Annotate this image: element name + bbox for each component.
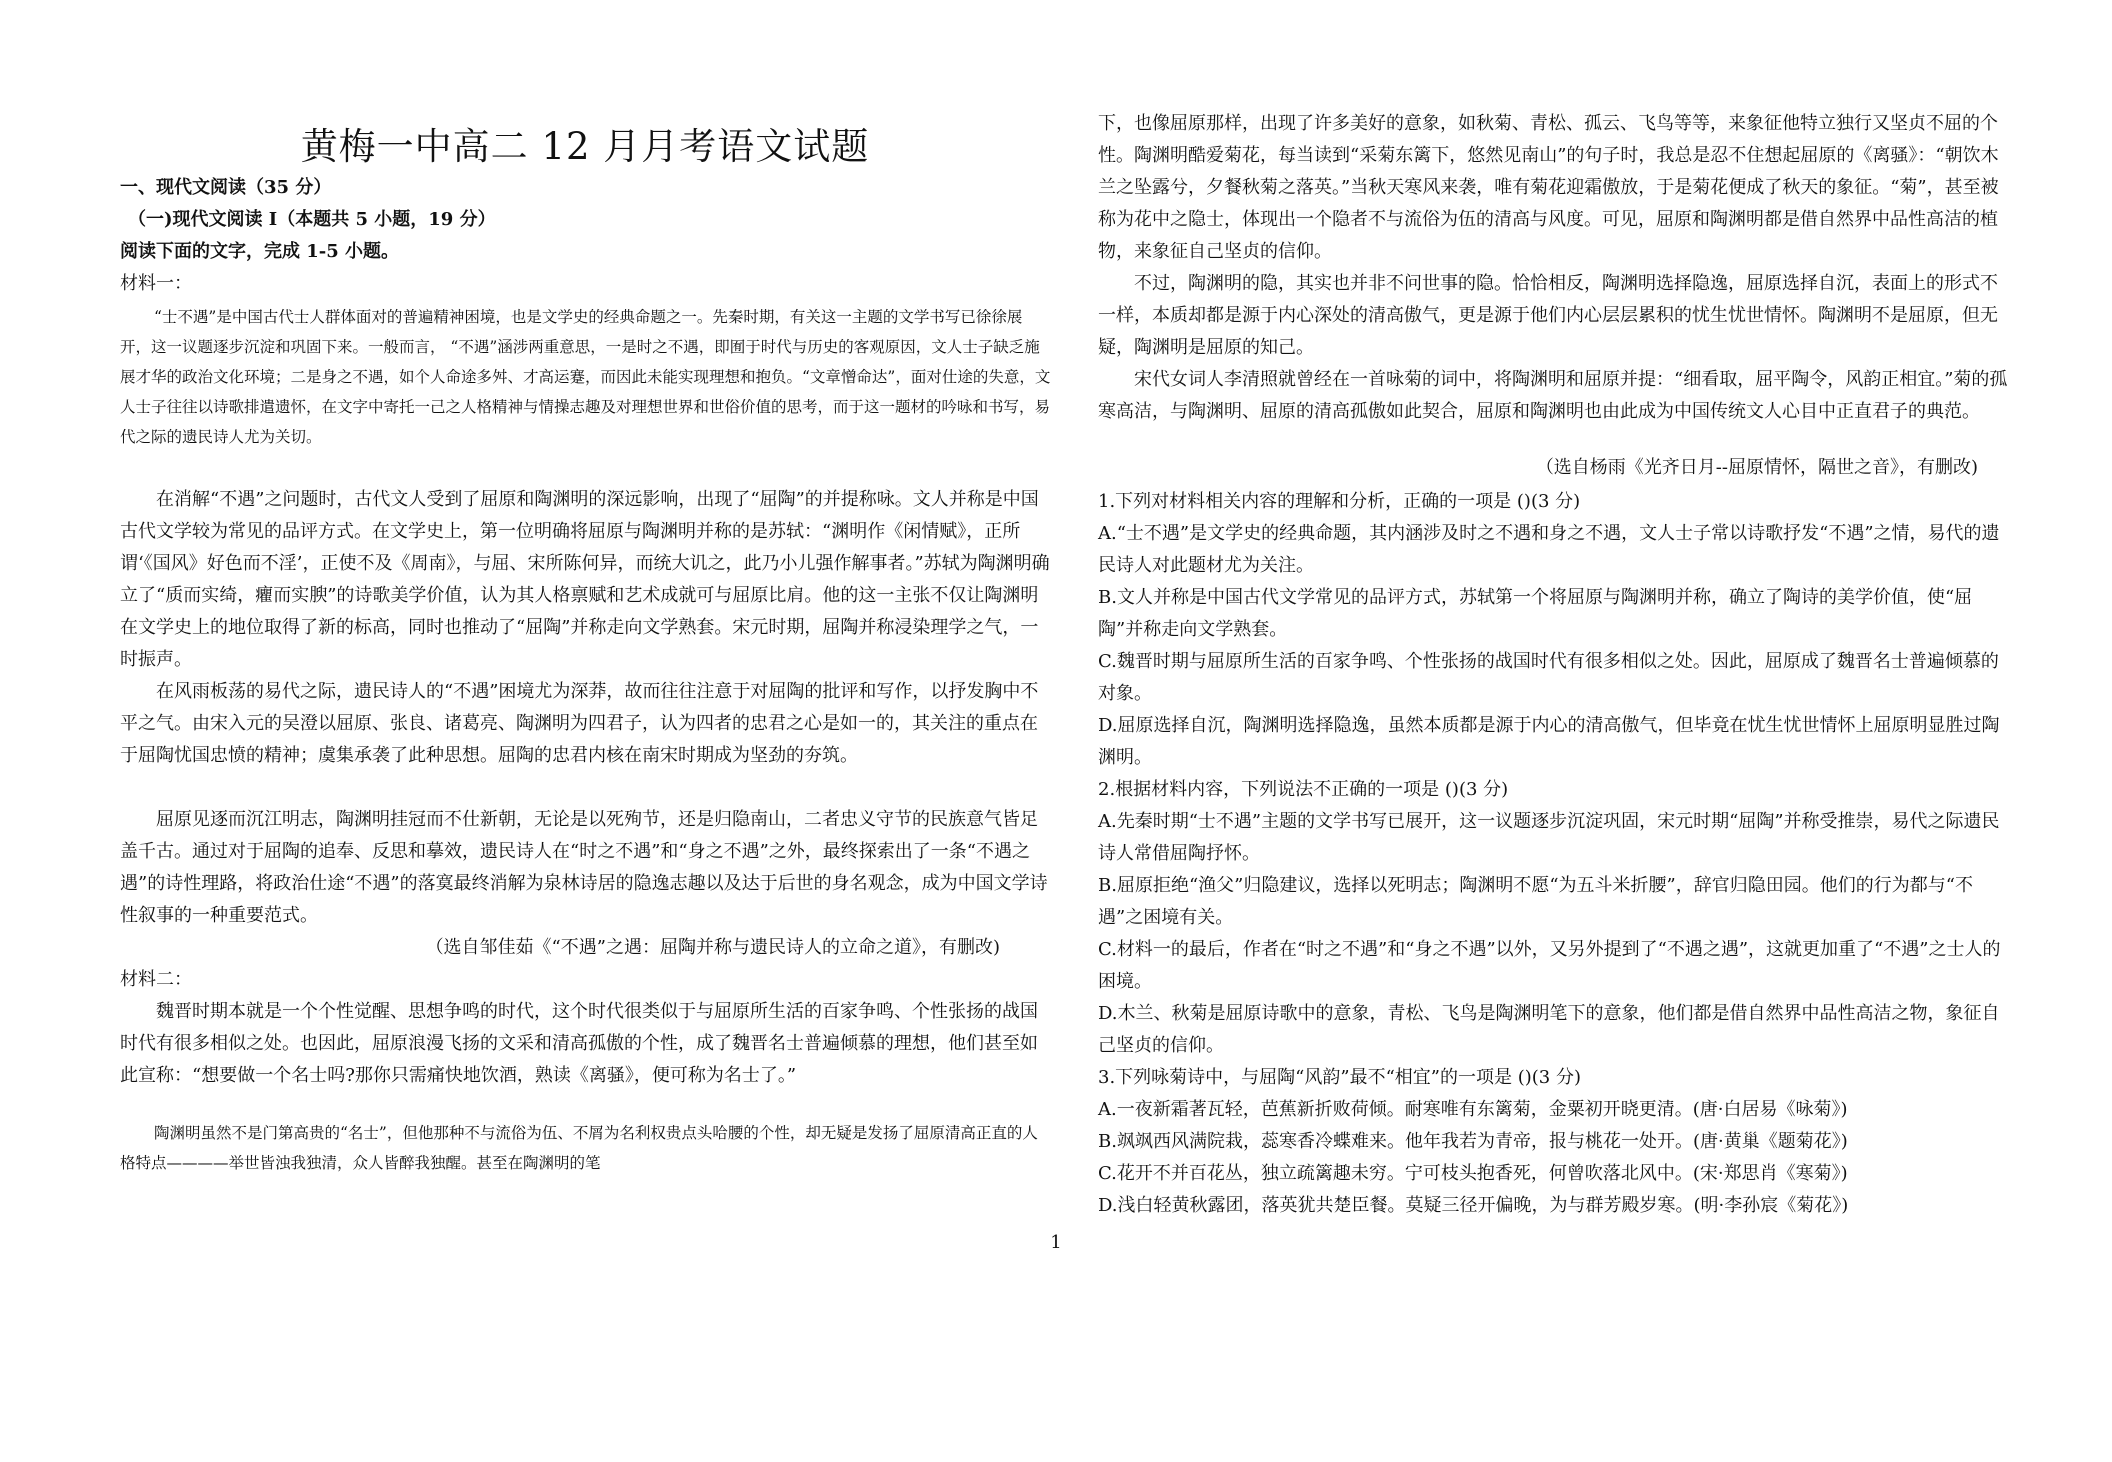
question-1-option-a: A.“士不遇”是文学史的经典命题，其内涵涉及时之不遇和身之不遇，文人士子常以诗歌抒发“不遇”之情，易代的遗民诗人对此题材尤为关注。 [1098,523,2000,576]
question-1-option-d: D.屈原选择自沉，陶渊明选择隐逸，虽然本质都是源于内心的清高傲气，但毕竟在忧生忧世情怀上屈原明显胜过陶渊明。 [1098,715,2000,768]
material-2-paragraph-3: 下，也像屈原那样，出现了许多美好的意象，如秋菊、青松、孤云、飞鸟等等，来象征他特立独行又坚贞不屈的个性。陶渊明酷爱菊花，每当读到“采菊东篱下，悠然见南山”的句子时，我总是忍不住想起屈原的《离骚》：“朝饮木兰之坠露兮，夕餐秋菊之落英。”当秋天寒风来袭，唯有菊花迎霜傲放，于是菊花便成了秋天的象征。“菊”，甚至被称为花中之隐士，体现出一个隐者不与流俗为伍的清高与风度。可见，屈原和陶渊明都是借自然界中品性高洁的植物，来象征自己坚贞的信仰。 [1098,113,1999,262]
material-2-label: 材料二： [120,969,192,990]
material-1-paragraph-2: 在消解“不遇”之问题时，古代文人受到了屈原和陶渊明的深远影响，出现了“屈陶”的并提称咏。文人并称是中国古代文学较为常见的品评方式。在文学史上，第一位明确将屈原与陶渊明并称的是苏轼：“渊明作《闲情赋》，正所谓‘《国风》好色而不淫’，正使不及《周南》，与屈、宋所陈何异，而统大讥之，此乃小儿强作解事者。”苏轼为陶渊明确立了“质而实绮，癯而实腴”的诗歌美学价值，认为其人格禀赋和艺术成就可与屈原比肩。他的这一主张不仅让陶渊明在文学史上的地位取得了新的标高，同时也推动了“屈陶”并称走向文学熟套。宋元时期，屈陶并称浸染理学之气，一时振声。 [120,489,1050,670]
material-1-paragraph-1: “士不遇”是中国古代士人群体面对的普遍精神困境，也是文学史的经典命题之一。先秦时期，有关这一主题的文学书写已徐徐展开，这一议题逐步沉淀和巩固下来。一般而言， “不遇”涵涉两重意思，一是时之不遇，即囿于时代与历史的客观原因，文人士子缺乏施展才华的政治文化环境；二是身之不遇，如个人命途多舛、才高运蹇，而因此未能实现理想和抱负。“文章憎命达”，面对仕途的失意，文人士子往往以诗歌排遣遗怀，在文字中寄托一己之人格精神与情操志趣及对理想世界和世俗价值的思考，而于这一题材的吟咏和书写，易代之际的遗民诗人尤为关切。 [120,308,1051,446]
subsection-heading: （一)现代文阅读 I（本题共 5 小题，19 分） [128,209,496,230]
material-2-paragraph-2: 陶渊明虽然不是门第高贵的“名士”，但他那种不与流俗为伍、不屑为名利权贵点头哈腰的个性，却无疑是发扬了屈原清高正直的人格特点————举世皆浊我独清，众人皆醉我独醒。甚至在陶渊明的笔 [120,1124,1038,1172]
question-1-option-b: B.文人并称是中国古代文学常见的品评方式，苏轼第一个将屈原与陶渊明并称，确立了陶诗的美学价值，使“屈陶”并称走向文学熟套。 [1098,587,1973,640]
material-1-paragraph-4: 屈原见逐而沉江明志，陶渊明挂冠而不仕新朝，无论是以死殉节，还是归隐南山，二者忠义守节的民族意气皆足盖千古。通过对于屈陶的追奉、反思和摹效，遗民诗人在“时之不遇”和“身之不遇”之外，最终探索出了一条“不遇之遇”的诗性理路，将政治仕途“不遇”的落寞最终消解为泉林诗居的隐逸志趣以及达于后世的身名观念，成为中国文学诗性叙事的一种重要范式。 [120,809,1048,926]
material-2-source: （选自杨雨《光齐日月--屈原情怀，隔世之音》，有删改) [1535,457,1978,478]
question-2-option-d: D.木兰、秋菊是屈原诗歌中的意象，青松、飞鸟是陶渊明笔下的意象，他们都是借自然界中品性高洁之物，象征自己坚贞的信仰。 [1098,1003,2000,1056]
question-3-option-b: B.飒飒西风满院栽，蕊寒香冷蝶难来。他年我若为青帝，报与桃花一处开。(唐·黄巢《题菊花》) [1098,1131,1848,1152]
page-title: 黄梅一中高二 12 月月考语文试题 [300,125,870,168]
material-1-label: 材料一： [120,273,192,294]
question-2: 2.根据材料内容，下列说法不正确的一项是 ()(3 分) [1098,779,1509,800]
instruction: 阅读下面的文字，完成 1-5 小题。 [120,241,400,262]
page-number: 1 [1050,1232,1062,1253]
question-1: 1.下列对材料相关内容的理解和分析，正确的一项是 ()(3 分) [1098,491,1581,512]
question-1-option-c: C.魏晋时期与屈原所生活的百家争鸣、个性张扬的战国时代有很多相似之处。因此，屈原成了魏晋名士普遍倾慕的对象。 [1098,651,1999,704]
material-2-paragraph-4: 不过，陶渊明的隐，其实也并非不问世事的隐。恰恰相反，陶渊明选择隐逸，屈原选择自沉，表面上的形式不一样，本质却都是源于内心深处的清高傲气，更是源于他们内心层层累积的忧生忧世情怀。陶渊明不是屈原，但无疑，陶渊明是屈原的知己。 [1098,273,1998,358]
material-2-paragraph-1: 魏晋时期本就是一个个性觉醒、思想争鸣的时代，这个时代很类似于与屈原所生活的百家争鸣、个性张扬的战国时代有很多相似之处。也因此，屈原浪漫飞扬的文采和清高孤傲的个性，成了魏晋名士普遍倾慕的理想，他们甚至如此宣称：“想要做一个名士吗?那你只需痛快地饮酒，熟读《离骚》，便可称为名士了。” [120,1001,1038,1086]
question-3-option-a: A.一夜新霜著瓦轻，芭蕉新折败荷倾。耐寒唯有东篱菊，金粟初开晓更清。(唐·白居易《咏菊》) [1098,1099,1848,1120]
material-2-paragraph-5: 宋代女词人李清照就曾经在一首咏菊的词中，将陶渊明和屈原并提：“细看取，屈平陶令，风韵正相宜。”菊的孤寒高洁，与陶渊明、屈原的清高孤傲如此契合，屈原和陶渊明也由此成为中国传统文人心目中正直君子的典范。 [1098,369,2008,422]
question-3-option-d: D.浅白轻黄秋露团，落英犹共楚臣餐。莫疑三径开偏晚，为与群芳殿岁寒。(明·李孙宸《菊花》) [1098,1195,1849,1216]
question-3: 3.下列咏菊诗中，与屈陶“风韵”最不“相宜”的一项是 ()(3 分) [1098,1067,1581,1088]
question-3-option-c: C.花开不并百花丛，独立疏篱趣未穷。宁可枝头抱香死，何曾吹落北风中。(宋·郑思肖《寒菊》) [1098,1163,1848,1184]
section-heading: 一、现代文阅读（35 分） [120,177,332,198]
material-1-paragraph-3: 在风雨板荡的易代之际，遗民诗人的“不遇”困境尤为深莽，故而往往注意于对屈陶的批评和写作，以抒发胸中不平之气。由宋入元的吴澄以屈原、张良、诸葛亮、陶渊明为四君子，认为四者的忠君之心是如一的，其关注的重点在于屈陶忧国忠愤的精神；虞集承袭了此种思想。屈陶的忠君内核在南宋时期成为坚劲的夯筑。 [120,681,1039,766]
question-2-option-b: B.屈原拒绝“渔父”归隐建议，选择以死明志；陶渊明不愿“为五斗米折腰”，辞官归隐田园。他们的行为都与“不遇”之困境有关。 [1098,875,1973,928]
question-2-option-c: C.材料一的最后，作者在“时之不遇”和“身之不遇”以外，又另外提到了“不遇之遇”，这就更加重了“不遇”之士人的困境。 [1098,939,2001,992]
question-2-option-a: A.先秦时期“士不遇”主题的文学书写已展开，这一议题逐步沉淀巩固，宋元时期“屈陶”并称受推崇，易代之际遗民诗人常借屈陶抒怀。 [1098,811,2000,864]
material-1-source: （选自邹佳茹《“不遇”之遇：屈陶并称与遗民诗人的立命之道》，有删改) [425,937,1000,958]
